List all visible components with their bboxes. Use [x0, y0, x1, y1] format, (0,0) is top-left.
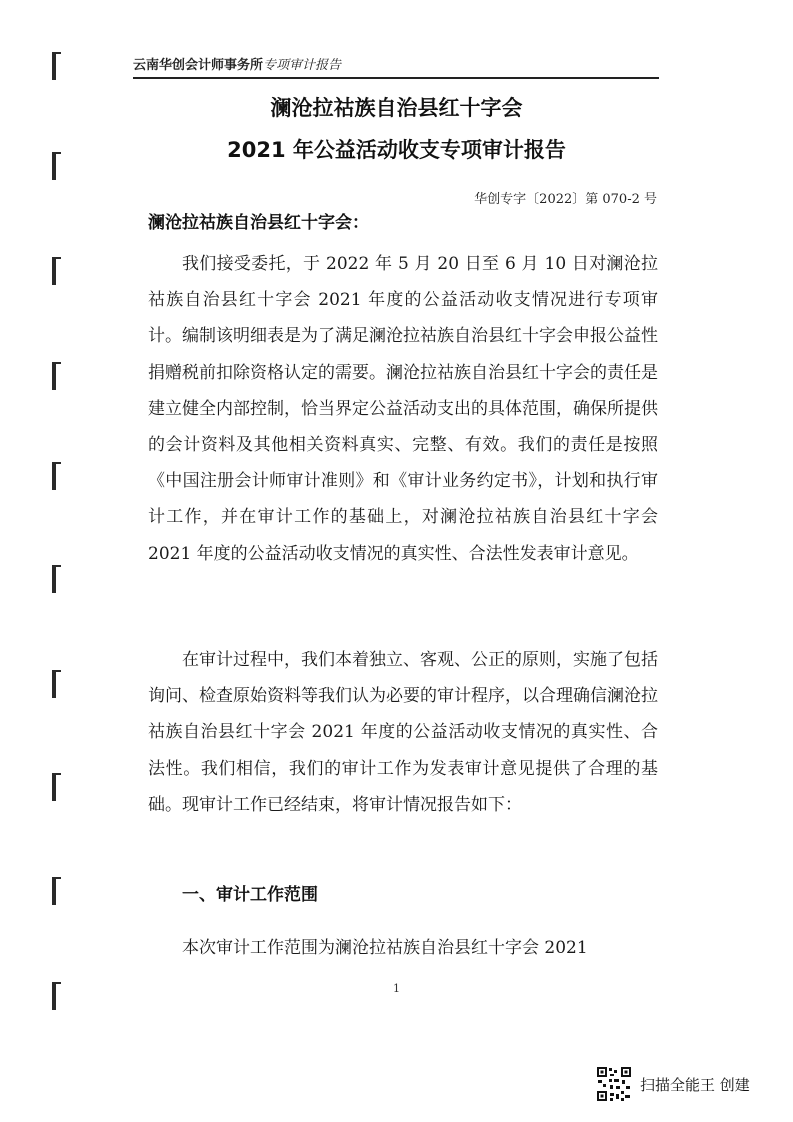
binder-mark: [52, 565, 61, 593]
header-rule: [133, 77, 659, 79]
salutation: 澜沧拉祜族自治县红十字会：: [148, 213, 369, 233]
binder-mark: [52, 52, 61, 80]
body-paragraph: [148, 642, 658, 823]
section-heading: 一、审计工作范围: [182, 885, 318, 905]
binder-mark: [52, 877, 61, 905]
binder-mark: [52, 257, 61, 285]
body-paragraph: [148, 930, 658, 966]
scanner-watermark: [596, 1066, 750, 1102]
title-line-1: 澜沧拉祜族自治县红十字会: [270, 96, 523, 120]
watermark-text: 扫描全能王 创建: [640, 1075, 750, 1094]
binder-mark: [52, 462, 61, 490]
paragraph-text: 我们接受委托，于 2022 年 5 月 20 日至 6 月 10 日对澜沧拉祜族自治县红十字会 2021 年度的公益活动收支情况进行专项审计。编制该明细表是为了满足澜沧拉祜族自治县红十字会申报公益性捐赠税前扣除资格认定的需要。澜沧拉祜族自治县红十字会的责任是建立健全内部控制，恰当界定公益活动支出的具体范围，确保所提供的会计资料及其他相关资料真实、完整、有效。我们的责任是按照《中国注册会计师审计准则》和《审计业务约定书》，计划和执行审计工作，并在审计工作的基础上，对澜沧拉祜族自治县红十字会 2021 年度的公益活动收支情况的真实性、合法性发表审计意见。: [148, 254, 658, 564]
title-line-2: 2021 年公益活动收支专项审计报告: [227, 138, 566, 162]
qr-code-icon: [596, 1066, 632, 1102]
binder-mark: [52, 773, 61, 801]
document-number: 华创专字〔2022〕第 070-2 号: [474, 192, 657, 207]
page-header: [133, 54, 657, 73]
paragraph-text: 在审计过程中，我们本着独立、客观、公正的原则，实施了包括询问、检查原始资料等我们认为必要的审计程序，以合理确信澜沧拉祜族自治县红十字会 2021 年度的公益活动收支情况的真实性、合法性。我们相信，我们的审计工作为发表审计意见提供了合理的基础。现审计工作已经结束，将审计情况报告如下：: [148, 650, 658, 815]
binder-mark: [52, 670, 61, 698]
binder-mark: [52, 362, 61, 390]
report-type: 专项审计报告: [263, 58, 342, 73]
firm-name: 云南华创会计师事务所: [133, 58, 264, 73]
page-number: 1: [393, 982, 400, 995]
paragraph-text: 本次审计工作范围为澜沧拉祜族自治县红十字会 2021: [182, 938, 588, 958]
body-paragraph: [148, 246, 658, 572]
